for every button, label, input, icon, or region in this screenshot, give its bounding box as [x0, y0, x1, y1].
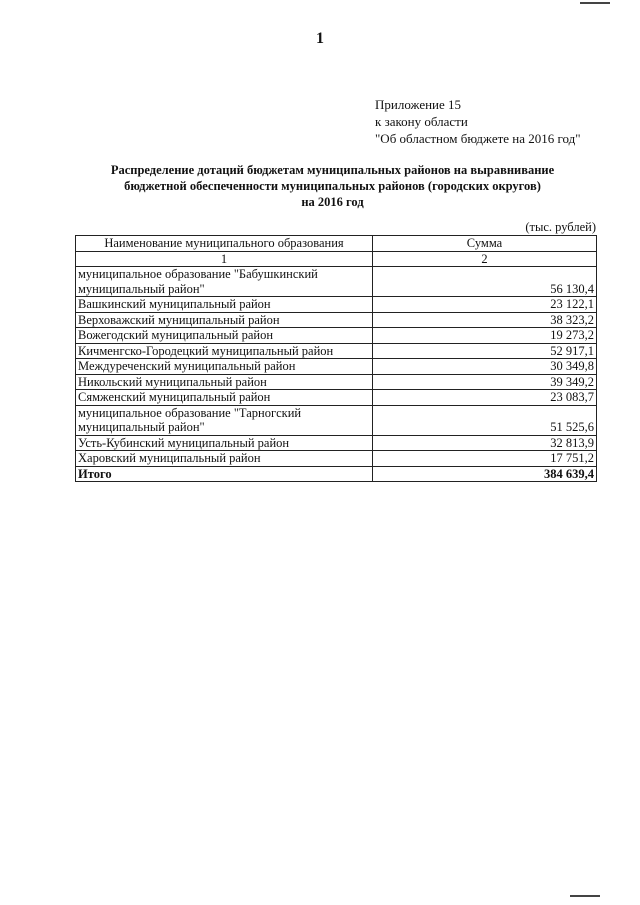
appendix-block	[375, 96, 581, 147]
total-sum: 384 639,4	[373, 466, 597, 482]
district-name: муниципальное образование "Тарногский муниципальный район"	[76, 405, 373, 435]
table-row	[76, 297, 597, 313]
page-number: 1	[316, 30, 324, 47]
table-row	[76, 267, 597, 297]
total-row	[76, 466, 597, 482]
district-name: муниципальное образование "Бабушкинский муниципальный район"	[76, 267, 373, 297]
district-sum: 39 349,2	[373, 374, 597, 390]
district-sum: 23 122,1	[373, 297, 597, 313]
column-number-row	[76, 251, 597, 267]
table-row	[76, 359, 597, 375]
appendix-line: Приложение 15	[375, 97, 462, 112]
column-number: 2	[373, 251, 597, 267]
appendix-line: "Об областном бюджете на 2016 год"	[375, 131, 581, 146]
district-name: Междуреченский муниципальный район	[76, 359, 373, 375]
title-line: бюджетной обеспеченности муниципальных районов (городских округов)	[124, 179, 541, 193]
district-name: Никольский муниципальный район	[76, 374, 373, 390]
table-row	[76, 405, 597, 435]
district-name: Верховажский муниципальный район	[76, 312, 373, 328]
title-line: Распределение дотаций бюджетам муниципальных районов на выравнивание	[110, 163, 555, 177]
allocation-table	[75, 235, 597, 482]
district-sum: 52 917,1	[373, 343, 597, 359]
table-row	[76, 435, 597, 451]
document-title	[60, 162, 605, 210]
units-label: (тыс. рублей)	[525, 220, 596, 234]
column-number: 1	[76, 251, 373, 267]
district-name: Кичменгско-Городецкий муниципальный район	[76, 343, 373, 359]
title-line: на 2016 год	[301, 195, 364, 209]
district-name: Усть-Кубинский муниципальный район	[76, 435, 373, 451]
district-name: Вожегодский муниципальный район	[76, 328, 373, 344]
table-row	[76, 390, 597, 406]
header-row	[76, 236, 597, 252]
district-sum: 23 083,7	[373, 390, 597, 406]
district-sum: 17 751,2	[373, 451, 597, 467]
appendix-line: к закону области	[375, 114, 468, 129]
table-row	[76, 374, 597, 390]
scan-mark-top	[580, 2, 610, 4]
district-sum: 38 323,2	[373, 312, 597, 328]
table-row	[76, 343, 597, 359]
district-name: Вашкинский муниципальный район	[76, 297, 373, 313]
district-sum: 51 525,6	[373, 405, 597, 435]
district-sum: 56 130,4	[373, 267, 597, 297]
table-body	[76, 267, 597, 467]
district-sum: 32 813,9	[373, 435, 597, 451]
table-row	[76, 328, 597, 344]
header-name: Наименование муниципального образования	[76, 236, 373, 252]
header-sum: Сумма	[373, 236, 597, 252]
total-label: Итого	[76, 466, 373, 482]
district-name: Харовский муниципальный район	[76, 451, 373, 467]
district-name: Сямженский муниципальный район	[76, 390, 373, 406]
scan-mark-bottom	[570, 895, 600, 897]
district-sum: 19 273,2	[373, 328, 597, 344]
district-sum: 30 349,8	[373, 359, 597, 375]
table-row	[76, 312, 597, 328]
table-row	[76, 451, 597, 467]
